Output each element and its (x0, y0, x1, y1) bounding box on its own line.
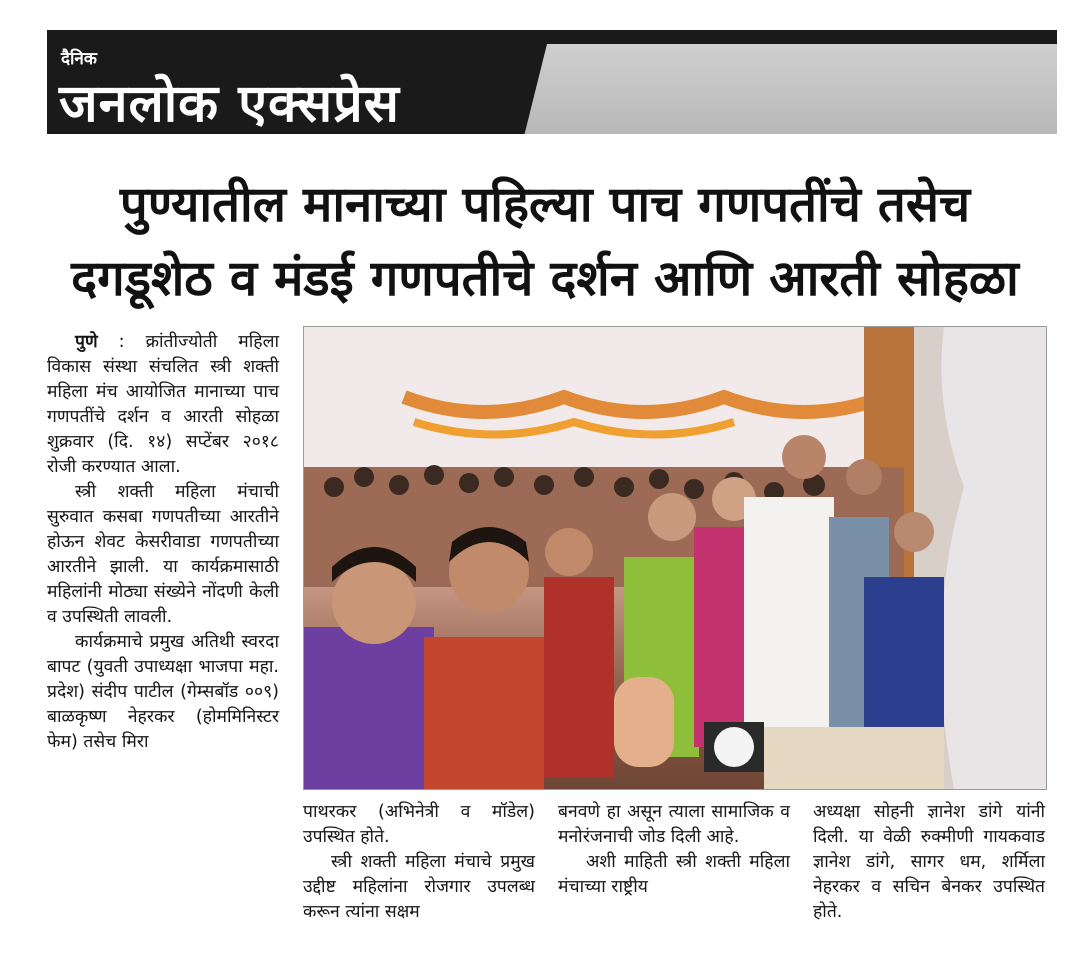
article-column-3 (558, 800, 790, 900)
paragraph: कार्यक्रमाचे प्रमुख अतिथी स्वरदा बापट (युवती उपाध्यक्षा भाजपा महा. प्रदेश) संदीप पाटील (गेम्सबॉड ००९) बाळकृष्ण नेहरकर (होममिनिस्टर फेम) तसेच मिरा (47, 632, 279, 752)
masthead (47, 30, 1057, 134)
headline-line-1: पुण्यातील मानाच्या पहिल्या पाच गणपतींचे तसेच (119, 176, 971, 233)
dateline: पुणे (75, 332, 98, 352)
event-photo (303, 326, 1047, 790)
paragraph: अशी माहिती स्त्री शक्ती महिला मंचाच्या राष्ट्रीय (558, 852, 790, 897)
article-headline (30, 168, 1060, 316)
paragraph: स्त्री शक्ती महिला मंचाची सुरुवात कसबा गणपतीच्या आरतीने होऊन शेवट केसरीवाडा गणपतीच्या आरतीने झाली. या कार्यक्रमासाठी महिलांनी मोठ्या संख्येने नोंदणी केली व उपस्थिती लावली. (47, 482, 279, 627)
masthead-paper-name: जनलोक एक्सप्रेस (59, 74, 400, 134)
paragraph: अध्यक्षा सोहनी ज्ञानेश डांगे यांनी दिली. या वेळी रुक्मीणी गायकवाड ज्ञानेश डांगे, सागर धम, शर्मिला नेहरकर व सचिन बेनकर उपस्थित होते. (813, 802, 1045, 922)
paragraph-text: : क्रांतीज्योती महिला विकास संस्था संचलित स्त्री शक्ती महिला मंच आयोजित मानाच्या पाच गणपतींचे दर्शन व आरती सोहळा शुक्रवार (दि. १४) सप्टेंबर २०१८ रोजी करण्यात आला. (47, 332, 279, 477)
article-column-1 (47, 330, 279, 755)
paragraph: पाथरकर (अभिनेत्री व मॉडेल) उपस्थित होते. (303, 802, 535, 847)
paragraph: स्त्री शक्ती महिला मंचाचे प्रमुख उद्दीष्ट महिलांना रोजगार उपलब्ध करून त्यांना सक्षम (303, 852, 535, 922)
article-column-2 (303, 800, 535, 925)
masthead-gray-band (517, 44, 1057, 134)
headline-line-2: दगडूशेठ व मंडई गणपतीचे दर्शन आणि आरती सोहळा (71, 250, 1019, 307)
event-photo-illustration (304, 327, 1046, 789)
article-column-4 (813, 800, 1045, 925)
masthead-daily-label: दैनिक (61, 49, 97, 69)
paragraph: बनवणे हा असून त्याला सामाजिक व मनोरंजनाची जोड दिली आहे. (558, 802, 790, 847)
paragraph (47, 330, 279, 480)
